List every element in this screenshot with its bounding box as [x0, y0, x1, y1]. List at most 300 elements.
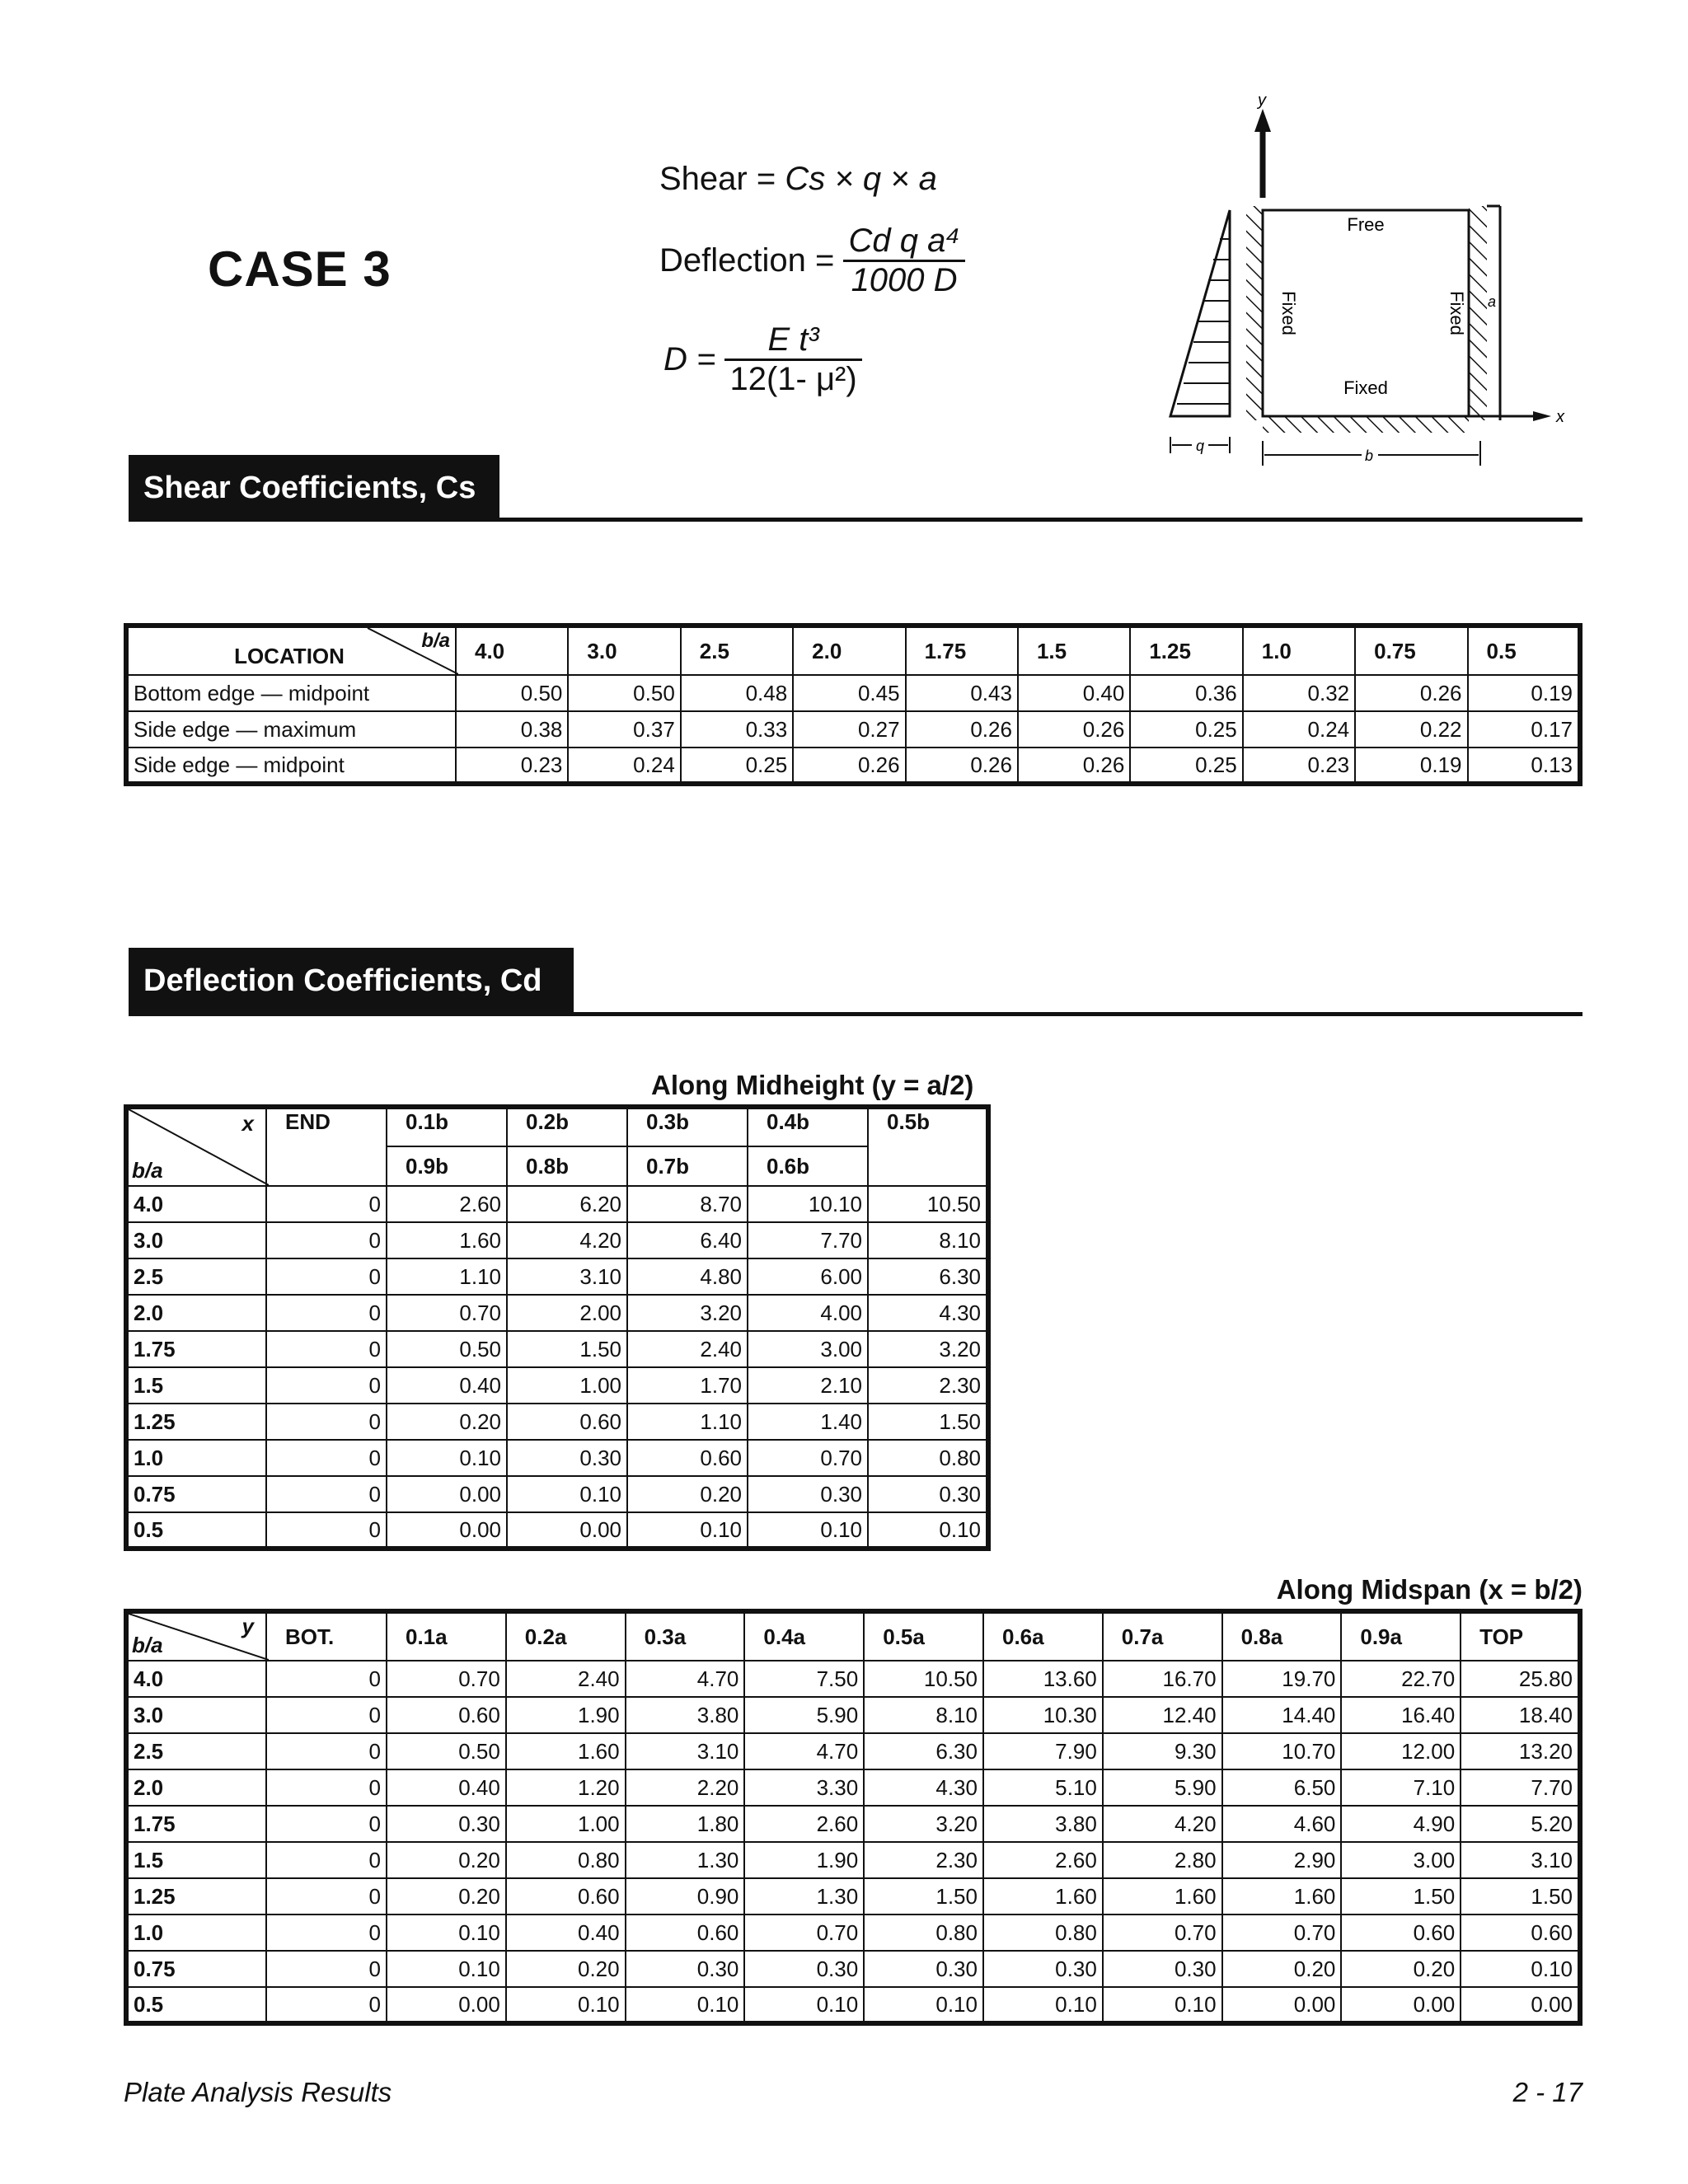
rigidity-formula-lhs: D =	[663, 341, 716, 377]
midspan-cell: 12.00	[1341, 1733, 1461, 1769]
midspan-cell: 1.60	[1103, 1878, 1222, 1915]
shear-cell: 0.13	[1468, 748, 1580, 784]
midspan-row-label: 1.0	[126, 1915, 266, 1951]
midheight-cell: 0.20	[387, 1404, 507, 1440]
midheight-cell: 0.60	[627, 1440, 748, 1476]
midheight-cell: 0	[266, 1295, 387, 1331]
midspan-cell: 0.00	[1222, 1987, 1342, 2023]
midheight-row-label: 2.5	[126, 1258, 266, 1295]
shear-cell: 0.25	[681, 748, 793, 784]
midheight-row	[126, 1512, 988, 1549]
page-number: 2 - 17	[1512, 2077, 1582, 2107]
midheight-col-header-mirror: 0.8b	[507, 1146, 627, 1186]
midspan-row-label: 4.0	[126, 1661, 266, 1697]
midspan-row-label: 1.5	[126, 1842, 266, 1878]
midheight-cell: 7.70	[748, 1222, 868, 1258]
shear-row	[126, 711, 1580, 748]
midspan-cell: 0.20	[387, 1842, 506, 1878]
shear-cell: 0.17	[1468, 711, 1580, 748]
midheight-cell: 0.10	[387, 1440, 507, 1476]
midheight-cell: 6.00	[748, 1258, 868, 1295]
shear-cell: 0.40	[1018, 675, 1130, 711]
midspan-cell: 0.60	[1461, 1915, 1580, 1951]
midheight-cell: 6.30	[868, 1258, 988, 1295]
midspan-cell: 0.60	[387, 1697, 506, 1733]
midspan-cell: 25.80	[1461, 1661, 1580, 1697]
midheight-cell: 0	[266, 1331, 387, 1367]
edge-bottom-label: Fixed	[1343, 377, 1388, 398]
shear-cell: 0.26	[1018, 711, 1130, 748]
midheight-col-header-mirror: 0.6b	[748, 1146, 868, 1186]
midspan-cell: 1.50	[864, 1878, 983, 1915]
shear-cell: 0.26	[793, 748, 905, 784]
midheight-cell: 4.00	[748, 1295, 868, 1331]
midspan-cell: 10.50	[864, 1661, 983, 1697]
midheight-cell: 8.10	[868, 1222, 988, 1258]
midspan-cell: 0.10	[864, 1987, 983, 2023]
shear-cell: 0.43	[906, 675, 1018, 711]
midspan-cell: 3.80	[983, 1806, 1103, 1842]
midheight-header-row-top	[126, 1107, 988, 1146]
midspan-cell: 0	[266, 1915, 387, 1951]
midspan-cell: 0.10	[387, 1915, 506, 1951]
midheight-cell: 0.80	[868, 1440, 988, 1476]
midspan-cell: 10.70	[1222, 1733, 1342, 1769]
midheight-corner-ratio: b/a	[132, 1158, 163, 1183]
shear-header-row	[126, 626, 1580, 675]
midspan-row	[126, 1661, 1580, 1697]
shear-col-header: 2.5	[681, 626, 793, 675]
midheight-col-header: 0.3b	[627, 1107, 748, 1146]
midheight-col-header: END	[266, 1107, 387, 1186]
shear-corner-ratio: b/a	[421, 630, 450, 652]
midheight-cell: 0.00	[507, 1512, 627, 1549]
midspan-cell: 3.00	[1341, 1842, 1461, 1878]
midspan-cell: 2.40	[506, 1661, 626, 1697]
midspan-cell: 0.30	[1103, 1951, 1222, 1987]
midheight-caption: Along Midheight (y = a/2)	[651, 1070, 974, 1100]
midheight-row-label: 1.25	[126, 1404, 266, 1440]
midspan-cell: 4.60	[1222, 1806, 1342, 1842]
midspan-row	[126, 1915, 1580, 1951]
rigidity-numerator: E t³	[724, 321, 861, 361]
midspan-cell: 16.70	[1103, 1661, 1222, 1697]
midheight-cell: 0.60	[507, 1404, 627, 1440]
midheight-col-header: 0.2b	[507, 1107, 627, 1146]
midheight-cell: 2.30	[868, 1367, 988, 1404]
midspan-row	[126, 1733, 1580, 1769]
midspan-cell: 0.80	[506, 1842, 626, 1878]
midheight-col-header: 0.1b	[387, 1107, 507, 1146]
midspan-cell: 18.40	[1461, 1697, 1580, 1733]
midheight-cell: 0.70	[748, 1440, 868, 1476]
midspan-col-header: 0.7a	[1103, 1611, 1222, 1661]
midspan-row-label: 1.25	[126, 1878, 266, 1915]
midspan-cell: 0	[266, 1697, 387, 1733]
midheight-cell: 0.70	[387, 1295, 507, 1331]
shear-cell: 0.45	[793, 675, 905, 711]
midheight-cell: 0.30	[748, 1476, 868, 1512]
midspan-cell: 0.10	[506, 1987, 626, 2023]
midspan-header-row	[126, 1611, 1580, 1661]
midspan-cell: 14.40	[1222, 1697, 1342, 1733]
left-fixed-hatch	[1246, 206, 1263, 420]
midheight-cell: 0	[266, 1222, 387, 1258]
midheight-cell: 1.50	[868, 1404, 988, 1440]
midspan-cell: 22.70	[1341, 1661, 1461, 1697]
midspan-row	[126, 1697, 1580, 1733]
midheight-cell: 0	[266, 1186, 387, 1222]
midspan-cell: 1.00	[506, 1806, 626, 1842]
midspan-cell: 5.20	[1461, 1806, 1580, 1842]
shear-cell: 0.50	[456, 675, 568, 711]
midheight-cell: 0	[266, 1404, 387, 1440]
shear-col-header: 1.0	[1243, 626, 1355, 675]
midheight-row-label: 1.75	[126, 1331, 266, 1367]
midspan-col-header: 0.1a	[387, 1611, 506, 1661]
midheight-cell: 6.40	[627, 1222, 748, 1258]
midspan-cell: 7.10	[1341, 1769, 1461, 1806]
midspan-col-header: 0.3a	[626, 1611, 745, 1661]
midspan-col-header: 0.9a	[1341, 1611, 1461, 1661]
midspan-row	[126, 1878, 1580, 1915]
midspan-table	[124, 1609, 1582, 2026]
midspan-cell: 0.70	[387, 1661, 506, 1697]
midspan-cell: 3.10	[626, 1733, 745, 1769]
shear-row-label: Bottom edge — midpoint	[126, 675, 456, 711]
midheight-cell: 1.10	[627, 1404, 748, 1440]
edge-top-label: Free	[1347, 214, 1385, 235]
midheight-cell: 0.00	[387, 1476, 507, 1512]
midheight-col-header-mirror: 0.9b	[387, 1146, 507, 1186]
midspan-cell: 5.90	[744, 1697, 864, 1733]
shear-cell: 0.23	[456, 748, 568, 784]
midspan-cell: 0.70	[1222, 1915, 1342, 1951]
midspan-cell: 1.60	[983, 1878, 1103, 1915]
shear-cell: 0.33	[681, 711, 793, 748]
midspan-row	[126, 1951, 1580, 1987]
midheight-cell: 3.20	[868, 1331, 988, 1367]
midheight-cell: 10.10	[748, 1186, 868, 1222]
midspan-row-label: 0.5	[126, 1987, 266, 2023]
shear-cell: 0.19	[1468, 675, 1580, 711]
midspan-cell: 0.30	[744, 1951, 864, 1987]
x-axis-label: x	[1556, 408, 1564, 426]
rigidity-denominator: 12(1- μ²)	[729, 361, 857, 397]
shear-cell: 0.26	[906, 711, 1018, 748]
rigidity-formula	[663, 321, 862, 398]
shear-cell: 0.24	[1243, 711, 1355, 748]
midspan-cell: 6.50	[1222, 1769, 1342, 1806]
midheight-cell: 3.20	[627, 1295, 748, 1331]
shear-cell: 0.24	[568, 748, 680, 784]
shear-cell: 0.26	[906, 748, 1018, 784]
midheight-cell: 0.10	[627, 1512, 748, 1549]
midspan-cell: 0.20	[1222, 1951, 1342, 1987]
midspan-row	[126, 1987, 1580, 2023]
midspan-cell: 2.60	[983, 1842, 1103, 1878]
midspan-row	[126, 1806, 1580, 1842]
midspan-cell: 0.50	[387, 1733, 506, 1769]
midspan-cell: 3.20	[864, 1806, 983, 1842]
midspan-cell: 0.10	[744, 1987, 864, 2023]
shear-cell: 0.25	[1130, 711, 1242, 748]
midspan-cell: 2.60	[744, 1806, 864, 1842]
shear-section-rule	[129, 518, 1582, 522]
deflection-section-rule	[129, 1012, 1582, 1016]
midspan-cell: 2.80	[1103, 1842, 1222, 1878]
shear-cell: 0.26	[1018, 748, 1130, 784]
midspan-row	[126, 1842, 1580, 1878]
midspan-cell: 0.90	[626, 1878, 745, 1915]
midspan-cell: 9.30	[1103, 1733, 1222, 1769]
midspan-cell: 3.10	[1461, 1842, 1580, 1878]
midheight-row	[126, 1186, 988, 1222]
midheight-cell: 2.00	[507, 1295, 627, 1331]
midspan-cell: 0	[266, 1733, 387, 1769]
shear-col-header: 0.5	[1468, 626, 1580, 675]
shear-corner-location: LOCATION	[234, 643, 345, 668]
shear-cell: 0.50	[568, 675, 680, 711]
midspan-cell: 0.80	[983, 1915, 1103, 1951]
midspan-row-label: 0.75	[126, 1951, 266, 1987]
shear-col-header: 0.75	[1355, 626, 1467, 675]
midspan-cell: 0.30	[626, 1951, 745, 1987]
midheight-cell: 0.00	[387, 1512, 507, 1549]
midheight-cell: 3.00	[748, 1331, 868, 1367]
midspan-cell: 8.10	[864, 1697, 983, 1733]
midspan-row-label: 2.5	[126, 1733, 266, 1769]
shear-table	[124, 623, 1582, 786]
midheight-cell: 0.30	[868, 1476, 988, 1512]
load-lines	[1177, 239, 1230, 404]
midspan-cell: 0.40	[506, 1915, 626, 1951]
midheight-corner-var: x	[241, 1111, 254, 1136]
shear-row-label: Side edge — maximum	[126, 711, 456, 748]
midspan-cell: 5.90	[1103, 1769, 1222, 1806]
shear-col-header: 2.0	[793, 626, 905, 675]
deflection-section-title: Deflection Coefficients, Cd	[129, 948, 574, 1014]
midspan-cell: 0.60	[626, 1915, 745, 1951]
midspan-cell: 12.40	[1103, 1697, 1222, 1733]
midspan-caption: Along Midspan (x = b/2)	[1276, 1574, 1582, 1605]
midheight-cell: 0	[266, 1512, 387, 1549]
midheight-cell: 0	[266, 1440, 387, 1476]
edge-left-label: Fixed	[1278, 291, 1299, 335]
midheight-table	[124, 1104, 991, 1551]
midspan-cell: 0	[266, 1806, 387, 1842]
midspan-cell: 0.20	[1341, 1951, 1461, 1987]
midspan-cell: 0.70	[744, 1915, 864, 1951]
midspan-cell: 0	[266, 1661, 387, 1697]
midheight-row-label: 4.0	[126, 1186, 266, 1222]
x-axis-arrow-icon	[1533, 411, 1551, 421]
midheight-row	[126, 1222, 988, 1258]
shear-cell: 0.27	[793, 711, 905, 748]
shear-row	[126, 675, 1580, 711]
midspan-cell: 0	[266, 1878, 387, 1915]
midspan-col-header: 0.6a	[983, 1611, 1103, 1661]
midspan-col-header: 0.2a	[506, 1611, 626, 1661]
midheight-cell: 1.10	[387, 1258, 507, 1295]
midspan-cell: 1.90	[506, 1697, 626, 1733]
midheight-cell: 4.30	[868, 1295, 988, 1331]
midspan-cell: 10.30	[983, 1697, 1103, 1733]
right-fixed-hatch	[1469, 206, 1487, 420]
a-dimension-label: a	[1488, 293, 1497, 310]
midspan-cell: 0	[266, 1987, 387, 2023]
y-axis-label: y	[1258, 91, 1266, 110]
midspan-cell: 1.80	[626, 1806, 745, 1842]
midheight-row-label: 2.0	[126, 1295, 266, 1331]
midspan-cell: 1.20	[506, 1769, 626, 1806]
deflection-formula	[659, 223, 965, 299]
midheight-cell: 8.70	[627, 1186, 748, 1222]
midheight-cell: 0.10	[507, 1476, 627, 1512]
plate-diagram	[1154, 91, 1582, 478]
shear-section-title: Shear Coefficients, Cs	[129, 455, 499, 521]
midheight-row	[126, 1440, 988, 1476]
midheight-cell: 0.40	[387, 1367, 507, 1404]
midspan-cell: 4.70	[626, 1661, 745, 1697]
midspan-cell: 0.00	[1461, 1987, 1580, 2023]
midspan-cell: 0	[266, 1769, 387, 1806]
midspan-cell: 0.20	[506, 1951, 626, 1987]
midheight-col-header: 0.5b	[868, 1107, 988, 1186]
edge-right-label: Fixed	[1447, 291, 1467, 335]
midspan-cell: 0.30	[387, 1806, 506, 1842]
midheight-cell: 0.20	[627, 1476, 748, 1512]
midspan-cell: 0.00	[387, 1987, 506, 2023]
midspan-cell: 6.30	[864, 1733, 983, 1769]
midheight-cell: 1.00	[507, 1367, 627, 1404]
shear-cell: 0.26	[1355, 675, 1467, 711]
midheight-row	[126, 1258, 988, 1295]
shear-col-header: 1.5	[1018, 626, 1130, 675]
midspan-cell: 19.70	[1222, 1661, 1342, 1697]
midspan-cell: 2.90	[1222, 1842, 1342, 1878]
midspan-cell: 0.40	[387, 1769, 506, 1806]
midheight-row-label: 0.5	[126, 1512, 266, 1549]
midheight-cell: 4.20	[507, 1222, 627, 1258]
q-dimension-label: q	[1196, 438, 1205, 454]
midspan-cell: 4.30	[864, 1769, 983, 1806]
deflection-fraction	[843, 223, 964, 299]
midspan-cell: 2.30	[864, 1842, 983, 1878]
shear-row-label: Side edge — midpoint	[126, 748, 456, 784]
deflection-numerator: Cd q a⁴	[843, 223, 964, 262]
midheight-cell: 1.60	[387, 1222, 507, 1258]
midheight-cell: 0.10	[868, 1512, 988, 1549]
rigidity-fraction	[724, 321, 861, 398]
midspan-cell: 13.60	[983, 1661, 1103, 1697]
midspan-cell: 2.20	[626, 1769, 745, 1806]
midspan-cell: 4.90	[1341, 1806, 1461, 1842]
midheight-row-label: 0.75	[126, 1476, 266, 1512]
shear-col-header: 1.25	[1130, 626, 1242, 675]
shear-cell: 0.23	[1243, 748, 1355, 784]
midheight-cell: 0.30	[507, 1440, 627, 1476]
midspan-row	[126, 1769, 1580, 1806]
midspan-cell: 0.10	[1103, 1987, 1222, 2023]
midheight-col-header: 0.4b	[748, 1107, 868, 1146]
midheight-cell: 2.40	[627, 1331, 748, 1367]
midspan-row-label: 3.0	[126, 1697, 266, 1733]
midheight-cell: 1.40	[748, 1404, 868, 1440]
midspan-corner-var: y	[241, 1614, 254, 1638]
midspan-cell: 0	[266, 1951, 387, 1987]
midheight-row-label: 1.0	[126, 1440, 266, 1476]
midspan-cell: 0.30	[864, 1951, 983, 1987]
midheight-row	[126, 1476, 988, 1512]
midspan-cell: 0.10	[626, 1987, 745, 2023]
midspan-cell: 0.60	[506, 1878, 626, 1915]
midspan-cell: 7.50	[744, 1661, 864, 1697]
midspan-cell: 16.40	[1341, 1697, 1461, 1733]
shear-formula	[659, 161, 937, 198]
midheight-cell: 2.60	[387, 1186, 507, 1222]
midspan-cell: 0.30	[983, 1951, 1103, 1987]
midspan-cell: 0.60	[1341, 1915, 1461, 1951]
midspan-cell: 13.20	[1461, 1733, 1580, 1769]
case-title: CASE 3	[208, 241, 392, 297]
midspan-cell: 0.70	[1103, 1915, 1222, 1951]
midspan-cell: 1.60	[1222, 1878, 1342, 1915]
midspan-col-header: TOP	[1461, 1611, 1580, 1661]
midspan-cell: 3.80	[626, 1697, 745, 1733]
midheight-cell: 2.10	[748, 1367, 868, 1404]
midspan-corner-ratio: b/a	[132, 1633, 163, 1657]
midspan-cell: 4.70	[744, 1733, 864, 1769]
shear-cell: 0.22	[1355, 711, 1467, 748]
deflection-formula-lhs: Deflection =	[659, 242, 835, 279]
midspan-cell: 1.30	[744, 1878, 864, 1915]
midspan-row-label: 1.75	[126, 1806, 266, 1842]
midheight-cell: 0	[266, 1367, 387, 1404]
midspan-cell: 0.00	[1341, 1987, 1461, 2023]
midheight-cell: 0	[266, 1476, 387, 1512]
midheight-col-header-mirror: 0.7b	[627, 1146, 748, 1186]
load-triangle	[1170, 210, 1230, 416]
midheight-row-label: 1.5	[126, 1367, 266, 1404]
deflection-denominator: 1000 D	[851, 262, 958, 298]
midspan-col-header: 0.4a	[744, 1611, 864, 1661]
midheight-cell: 0.50	[387, 1331, 507, 1367]
midspan-col-header: 0.5a	[864, 1611, 983, 1661]
midspan-cell: 7.90	[983, 1733, 1103, 1769]
midspan-cell: 1.30	[626, 1842, 745, 1878]
shear-formula-rhs: Cs × q × a	[785, 161, 937, 197]
bottom-fixed-hatch	[1263, 416, 1469, 433]
midheight-cell: 1.70	[627, 1367, 748, 1404]
shear-cell: 0.38	[456, 711, 568, 748]
shear-formula-lhs: Shear =	[659, 161, 776, 197]
midspan-cell: 7.70	[1461, 1769, 1580, 1806]
shear-col-header: 3.0	[568, 626, 680, 675]
shear-col-header: 4.0	[456, 626, 568, 675]
midheight-cell: 3.10	[507, 1258, 627, 1295]
midheight-row	[126, 1295, 988, 1331]
midspan-cell: 5.10	[983, 1769, 1103, 1806]
midheight-cell: 10.50	[868, 1186, 988, 1222]
midheight-cell: 6.20	[507, 1186, 627, 1222]
y-axis-arrow-icon	[1254, 109, 1271, 132]
midspan-cell: 1.50	[1461, 1878, 1580, 1915]
shear-cell: 0.36	[1130, 675, 1242, 711]
midspan-cell: 1.50	[1341, 1878, 1461, 1915]
shear-cell: 0.32	[1243, 675, 1355, 711]
midspan-cell: 0.10	[983, 1987, 1103, 2023]
